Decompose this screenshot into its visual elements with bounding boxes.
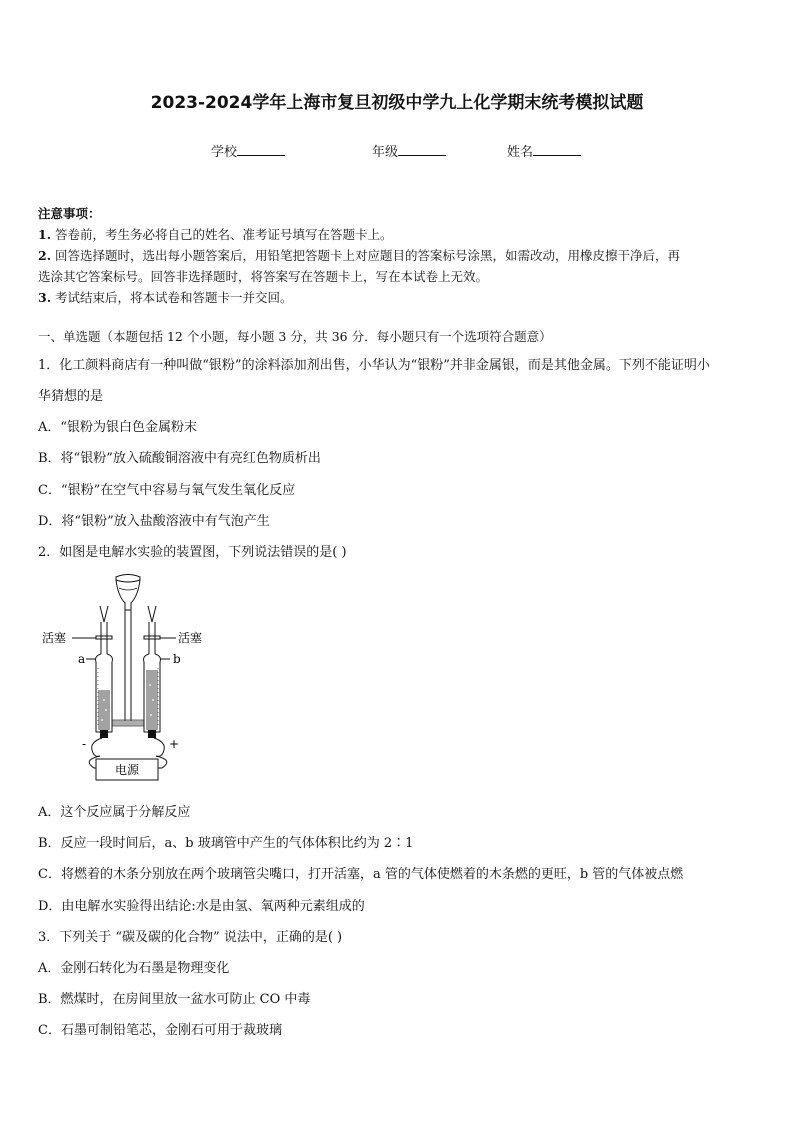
question-2-option-a[interactable]: A．这个反应属于分解反应 [38,805,191,820]
question-1-option-a[interactable]: A．“银粉为银白色金属粉末 [38,420,198,435]
question-1-option-d[interactable]: D．将“银粉”放入盐酸溶液中有气泡产生 [38,514,270,529]
name-blank[interactable] [533,143,581,156]
left-valve-body [96,636,112,639]
right-tube-water [146,670,158,730]
right-electrode [148,730,156,738]
question-3-option-b[interactable]: B．燃煤时，在房间里放一盆水可防止 CO 中毒 [38,992,311,1007]
left-bubble [101,719,103,721]
question-3-option-a[interactable]: A．金刚石转化为石墨是物理变化 [38,961,230,976]
grade-field[interactable] [372,141,446,160]
connecting-tube [112,720,144,726]
question-2-option-b[interactable]: B．反应一段时间后，a、b 玻璃管中产生的气体体积比约为 2∶1 [38,836,414,851]
grade-blank[interactable] [398,143,446,156]
right-bubble [152,699,154,701]
reservoir-top [116,575,140,583]
notes-item: 2. 回答选择题时，选出每小题答案后，用铅笔把答题卡上对应题目的答案标号涂黑，如需改动，用橡皮擦干净后，再 [38,248,681,263]
left-nozzle [100,606,108,622]
question-3-option-c[interactable]: C．石墨可制铅笔芯，金刚石可用于裁玻璃 [38,1023,282,1038]
question-2-option-d[interactable]: D．由电解水实验得出结论:水是由氢、氧两种元素组成的 [38,899,365,914]
question-3-stem: 3．下列关于 “碳及碳的化合物” 说法中，正确的是( ) [38,930,343,945]
notes-item: 选涂其它答案标号。回答非选择题时，将答案写在答题卡上，写在本试卷上无效。 [38,269,489,284]
question-2-stem: 2．如图是电解水实验的装置图，下列说法错误的是( ) [38,545,347,560]
notes-title: 注意事项： [38,206,101,221]
negative-terminal-sign: - [82,737,87,751]
left-bubble [103,699,105,701]
school-blank[interactable] [237,143,285,156]
right-bubble [150,714,152,716]
notes-item: 3. 考试结束后，将本试卷和答题卡一并交回。 [38,290,293,305]
school-field[interactable] [211,141,285,160]
reservoir-water-line [119,588,137,590]
right-nozzle [148,606,156,622]
school-label: 学校 [211,145,238,160]
question-1-stem-line-1: 1．化工颜料商店有一种叫做“银粉”的涂料添加剂出售，小华认为“银粉”并非金属银，而是其他金属。下列不能证明小 [38,358,710,373]
positive-terminal-sign: + [169,737,180,751]
power-supply-label: 电源 [114,763,140,777]
left-wire-loop [92,738,102,756]
name-label: 姓名 [507,145,534,160]
reservoir-bulb [116,580,140,610]
left-electrode [100,730,108,738]
tube-a-label: a [78,652,86,666]
section-heading: 一、单选题（本题包括 12 个小题，每小题 3 分，共 36 分．每小题只有一个选项符合题意） [38,329,552,344]
question-1-option-b[interactable]: B．将“银粉”放入硫酸铜溶液中有亮红色物质析出 [38,451,321,466]
notes-item: 1. 答卷前，考生务必将自己的姓名、准考证号填写在答题卡上。 [38,227,393,242]
electrolysis-apparatus-figure [38,570,238,785]
notes-block [38,203,758,308]
right-valve-label: 活塞 [178,631,203,645]
question-1-stem-line-2: 华猜想的是 [38,389,104,404]
right-bubble [149,684,151,686]
page-title: 2023-2024学年上海市复旦初级中学九上化学期末统考模拟试题 [150,93,644,113]
left-tube-water [98,690,110,730]
right-valve-body [144,636,160,639]
electrolysis-diagram [38,570,238,785]
grade-label: 年级 [372,145,399,160]
right-wire-loop [154,738,164,756]
tube-b-label: b [173,652,181,666]
left-valve-label: 活塞 [42,631,67,645]
question-1-option-c[interactable]: C．“银粉”在空气中容易与氧气发生氧化反应 [38,483,296,498]
name-field[interactable] [507,141,581,160]
left-bubble [105,709,107,711]
question-2-option-c[interactable]: C．将燃着的木条分别放在两个玻璃管尖嘴口，打开活塞，a 管的气体使燃着的木条燃的更旺，b 管的气体被点燃 [38,867,684,882]
